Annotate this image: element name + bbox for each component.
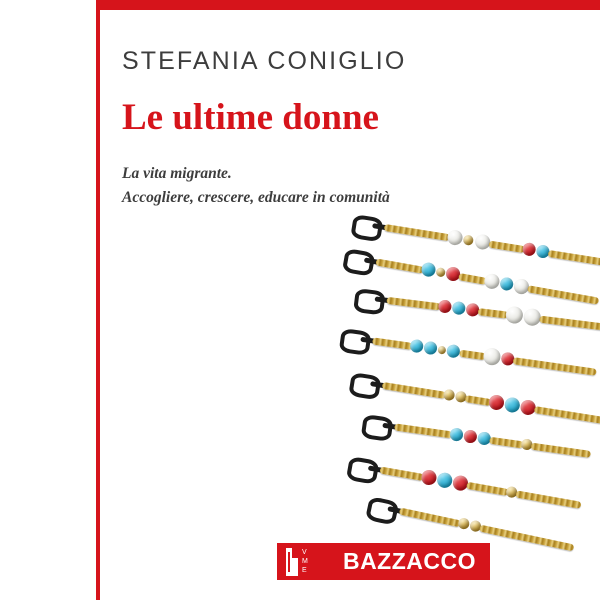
bead [446,229,463,246]
left-margin-strip [0,0,96,600]
bead [420,262,436,278]
chain-segment [513,357,597,376]
subtitle-line-2: Accogliere, crescere, educare in comunità [122,189,390,207]
chain-segment [479,525,574,552]
bead [483,273,500,290]
bead [522,242,537,257]
chain-segment [531,443,591,458]
bead [482,347,501,366]
chain-segment [489,437,524,449]
bead [505,306,524,325]
necklaces-illustration [330,200,595,560]
author-name: STEFANIA CONIGLIO [122,47,407,75]
vme-mark-icon [283,546,301,578]
book-title: Le ultime donne [122,96,379,138]
bead [438,299,452,313]
bead [463,429,478,444]
bead [420,469,437,486]
chain-segment [379,466,424,481]
bead [452,301,466,315]
publisher-logo [283,546,313,578]
chain-segment [384,224,450,241]
vme-letters: V M E [302,549,309,574]
bead [446,344,461,359]
chain-segment [394,423,452,438]
cover-text-block [122,48,552,210]
top-red-bar [100,0,600,10]
chain-segment [534,406,600,424]
bead [443,389,456,402]
chain-segment [539,316,600,331]
bead [504,396,521,413]
chain-segment [372,337,413,349]
chain-segment [399,508,461,528]
bead [437,346,446,355]
publisher-name: BAZZACCO [342,548,476,574]
bead [463,234,474,245]
chain-segment [488,241,525,254]
chain-segment [478,308,509,319]
subtitle-line-1: La vita migrante. [122,165,232,183]
bead [423,341,438,356]
bead [436,267,446,277]
chain-segment [465,395,492,406]
bead [449,427,464,442]
chain-segment [548,250,600,266]
chain-segment [458,273,487,285]
chain-segment [386,297,440,311]
bead [499,276,514,291]
chain-segment [466,482,509,496]
vertical-red-rule [96,0,100,600]
bead [457,517,470,530]
bead [436,472,453,489]
bead [488,394,505,411]
chain-segment [515,490,581,508]
chain-segment [527,285,599,304]
chain-segment [382,382,446,399]
chain-segment [459,350,486,361]
chain-segment [375,258,423,273]
bead [409,339,424,354]
